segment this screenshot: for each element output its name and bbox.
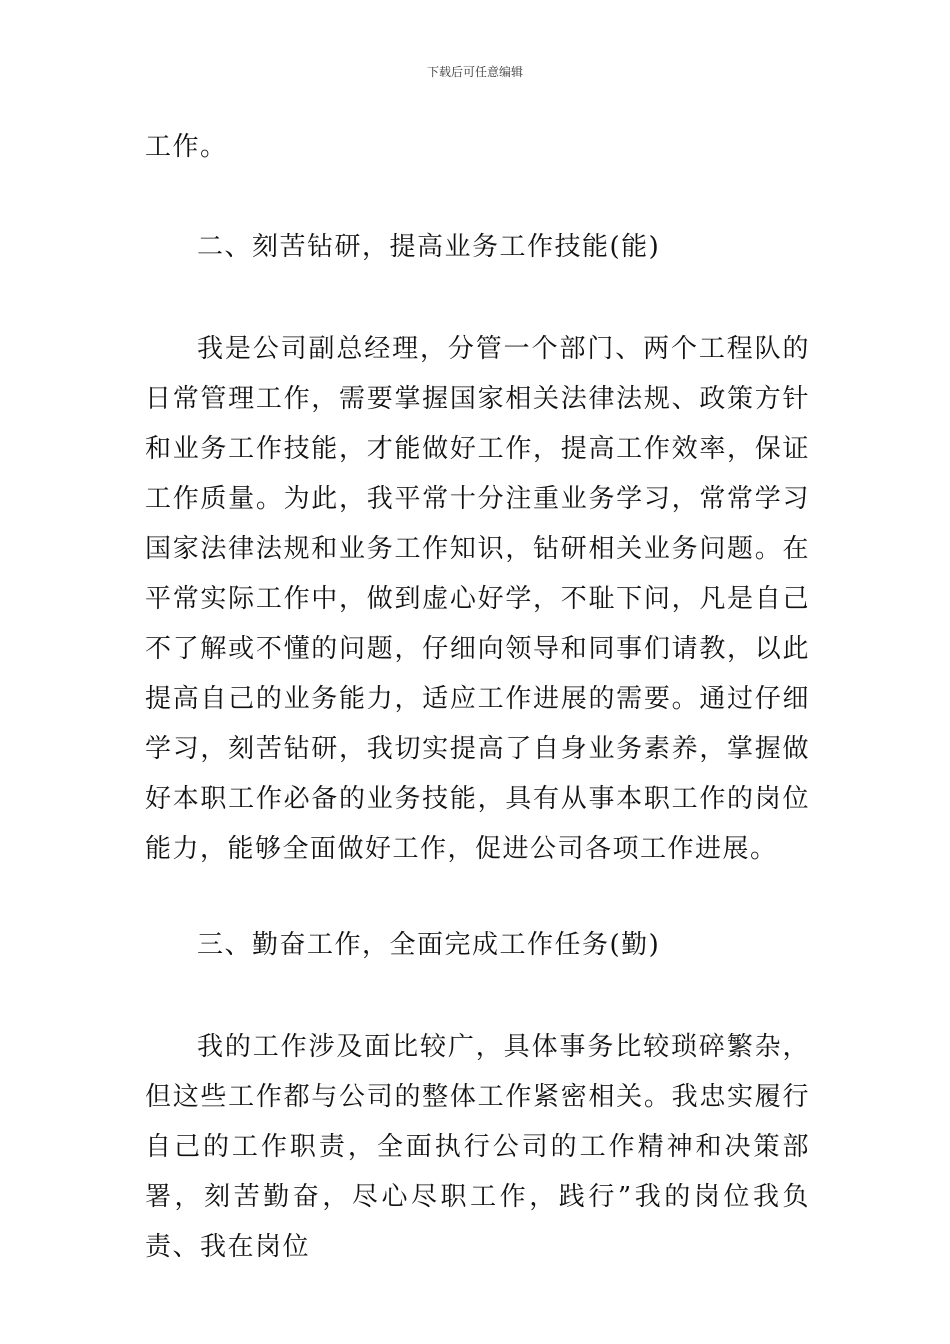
paragraph-section-3: 我的工作涉及面比较广，具体事务比较琐碎繁杂，但这些工作都与公司的整体工作紧密相关。我忠实履行自己的工作职责，全面执行公司的工作精神和决策部署，刻苦勤奋，尽心尽职工作，践行”我的岗位我负责、我在岗位 <box>145 1032 810 1262</box>
section-heading-2: 二、刻苦钻研，提高业务工作技能(能) <box>197 232 661 262</box>
page-header: 下载后可任意编辑 <box>426 65 523 79</box>
paragraph-continuation: 工作。 <box>145 132 228 162</box>
paragraph-section-2: 我是公司副总经理，分管一个部门、两个工程队的日常管理工作，需要掌握国家相关法律法规、政策方针和业务工作技能，才能做好工作，提高工作效率，保证工作质量。为此，我平常十分注重业务学习，常常学习国家法律法规和业务工作知识，钻研相关业务问题。在平常实际工作中，做到虚心好学，不耻下问，凡是自己不了解或不懂的问题，仔细向领导和同事们请教，以此提高自己的业务能力，适应工作进展的需要。通过仔细学习，刻苦钻研，我切实提高了自身业务素养，掌握做好本职工作必备的业务技能，具有从事本职工作的岗位能力，能够全面做好工作，促进公司各项工作进展。 <box>145 334 810 864</box>
section-heading-3: 三、勤奋工作，全面完成工作任务(勤) <box>197 930 661 960</box>
